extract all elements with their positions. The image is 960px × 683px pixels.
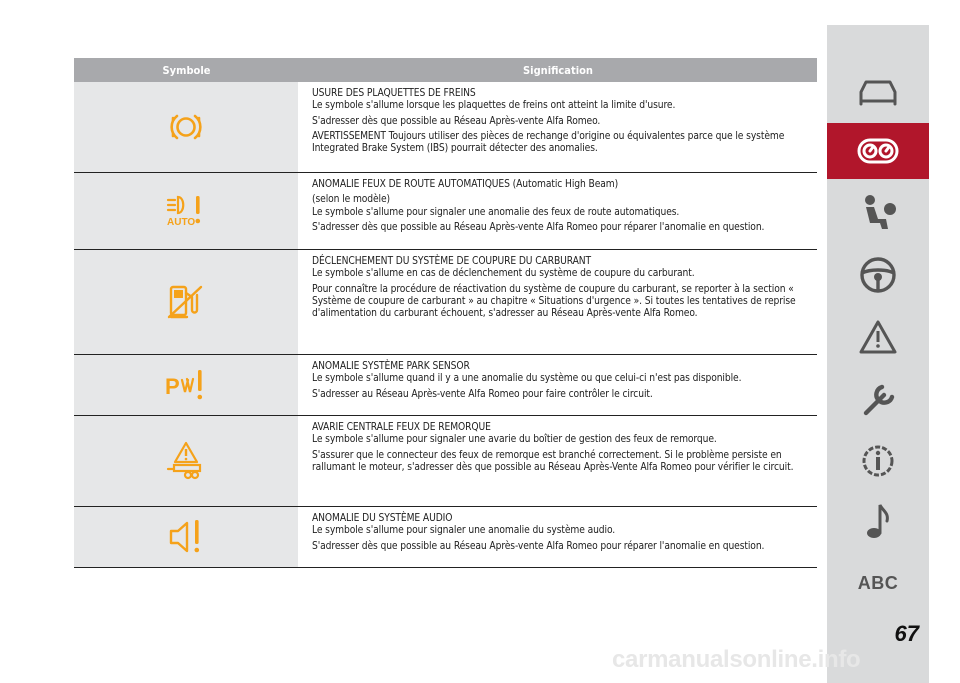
nav-driving[interactable] bbox=[827, 247, 929, 303]
row-text: ANOMALIE FEUX DE ROUTE AUTOMATIQUES (Automatic High Beam) bbox=[312, 179, 619, 190]
row-text: (selon le modèle) Le symbole s'allume pour signaler une anomalie des feux de route automatiques. bbox=[312, 194, 680, 218]
fuel-cut-off-icon bbox=[167, 283, 205, 321]
row-text: AVARIE CENTRALE FEUX DE REMORQUE Le symbole s'allume pour signaler une avarie du boîtier de gestion des feux de remorque. bbox=[312, 422, 717, 446]
svg-text:P: P bbox=[165, 374, 180, 399]
table-header bbox=[74, 58, 817, 82]
info-gear-icon bbox=[858, 441, 898, 481]
row-text: Pour connaître la procédure de réactivation du système de coupure du carburant, se reporter à la section « Système de coupure de carburant » au chapitre « Situations d'urgence ». Si toutes les tentatives de reprise d'alimentation du carburant échouent, s'adresser au Réseau Après-vente Alfa Romeo. bbox=[312, 283, 796, 320]
header-symbol: Symbole bbox=[162, 63, 211, 77]
row-text: S'adresser au Réseau Après-vente Alfa Romeo pour faire contrôler le circuit. bbox=[312, 388, 653, 400]
table-row bbox=[74, 507, 817, 568]
wrench-icon bbox=[858, 379, 898, 419]
row-text: ANOMALIE SYSTÈME PARK SENSOR Le symbole s'allume quand il y a une anomalie du système ou que celui-ci n'est pas disponible. bbox=[312, 361, 742, 385]
nav-multimedia[interactable] bbox=[827, 493, 929, 549]
trailer-lights-failure-icon bbox=[166, 441, 206, 481]
nav-warnings[interactable] bbox=[827, 309, 929, 365]
abc-label: ABC bbox=[857, 572, 899, 593]
table-row bbox=[74, 355, 817, 416]
row-text: S'adresser dès que possible au Réseau Après-vente Alfa Romeo pour réparer l'anomalie en question. bbox=[312, 221, 765, 233]
chapter-sidebar bbox=[827, 25, 929, 683]
table-row bbox=[74, 82, 817, 173]
nav-dashboard[interactable] bbox=[827, 123, 929, 179]
brake-pad-wear-icon bbox=[169, 112, 203, 142]
nav-car[interactable] bbox=[827, 63, 929, 119]
dashboard-gauges-icon bbox=[856, 136, 900, 166]
nav-emergency[interactable] bbox=[827, 371, 929, 427]
nav-maintenance[interactable] bbox=[827, 433, 929, 489]
steering-wheel-icon bbox=[858, 255, 898, 295]
nav-safety[interactable] bbox=[827, 185, 929, 241]
row-text: USURE DES PLAQUETTES DE FREINS Le symbole s'allume lorsque les plaquettes de freins ont atteint la limite d'usure. bbox=[312, 88, 676, 112]
park-sensor-failure-icon bbox=[165, 368, 207, 402]
auto-high-beam-failure-icon bbox=[166, 194, 206, 228]
row-text: ANOMALIE DU SYSTÈME AUDIO Le symbole s'allume pour signaler une anomalie du système audio. bbox=[312, 513, 616, 537]
airbag-seat-icon bbox=[856, 193, 900, 233]
svg-text:AUTO: AUTO bbox=[167, 217, 196, 228]
page-number: 67 bbox=[894, 621, 919, 646]
header-meaning: Signification bbox=[523, 63, 593, 77]
table-row bbox=[74, 250, 817, 355]
row-text: DÉCLENCHEMENT DU SYSTÈME DE COUPURE DU CARBURANT Le symbole s'allume en cas de déclenchement du système de coupure du carburant. bbox=[312, 256, 695, 280]
row-text: S'adresser dès que possible au Réseau Après-vente Alfa Romeo. bbox=[312, 115, 601, 127]
watermark: carmanualsonline.info bbox=[612, 646, 861, 673]
table-row bbox=[74, 173, 817, 250]
car-icon bbox=[857, 76, 899, 106]
row-text: AVERTISSEMENT Toujours utiliser des pièces de rechange d'origine ou équivalentes parce que le système Integrated Brake System (IBS) pourrait détecter des anomalies. bbox=[312, 130, 785, 155]
nav-index[interactable] bbox=[827, 555, 929, 611]
row-text: S'adresser dès que possible au Réseau Après-vente Alfa Romeo pour réparer l'anomalie en question. bbox=[312, 540, 765, 552]
music-note-icon bbox=[863, 501, 893, 541]
audio-system-failure-icon bbox=[168, 518, 204, 556]
row-text: S'assurer que le connecteur des feux de remorque est branché correctement. Si le problème persiste en rallumant le moteur, s'adresser dès que possible au Réseau Après-Vente Alfa Romeo pour vérifier le circuit. bbox=[312, 449, 794, 473]
warning-lights-table bbox=[74, 58, 817, 568]
table-row bbox=[74, 416, 817, 507]
warning-triangle-icon bbox=[858, 319, 898, 355]
